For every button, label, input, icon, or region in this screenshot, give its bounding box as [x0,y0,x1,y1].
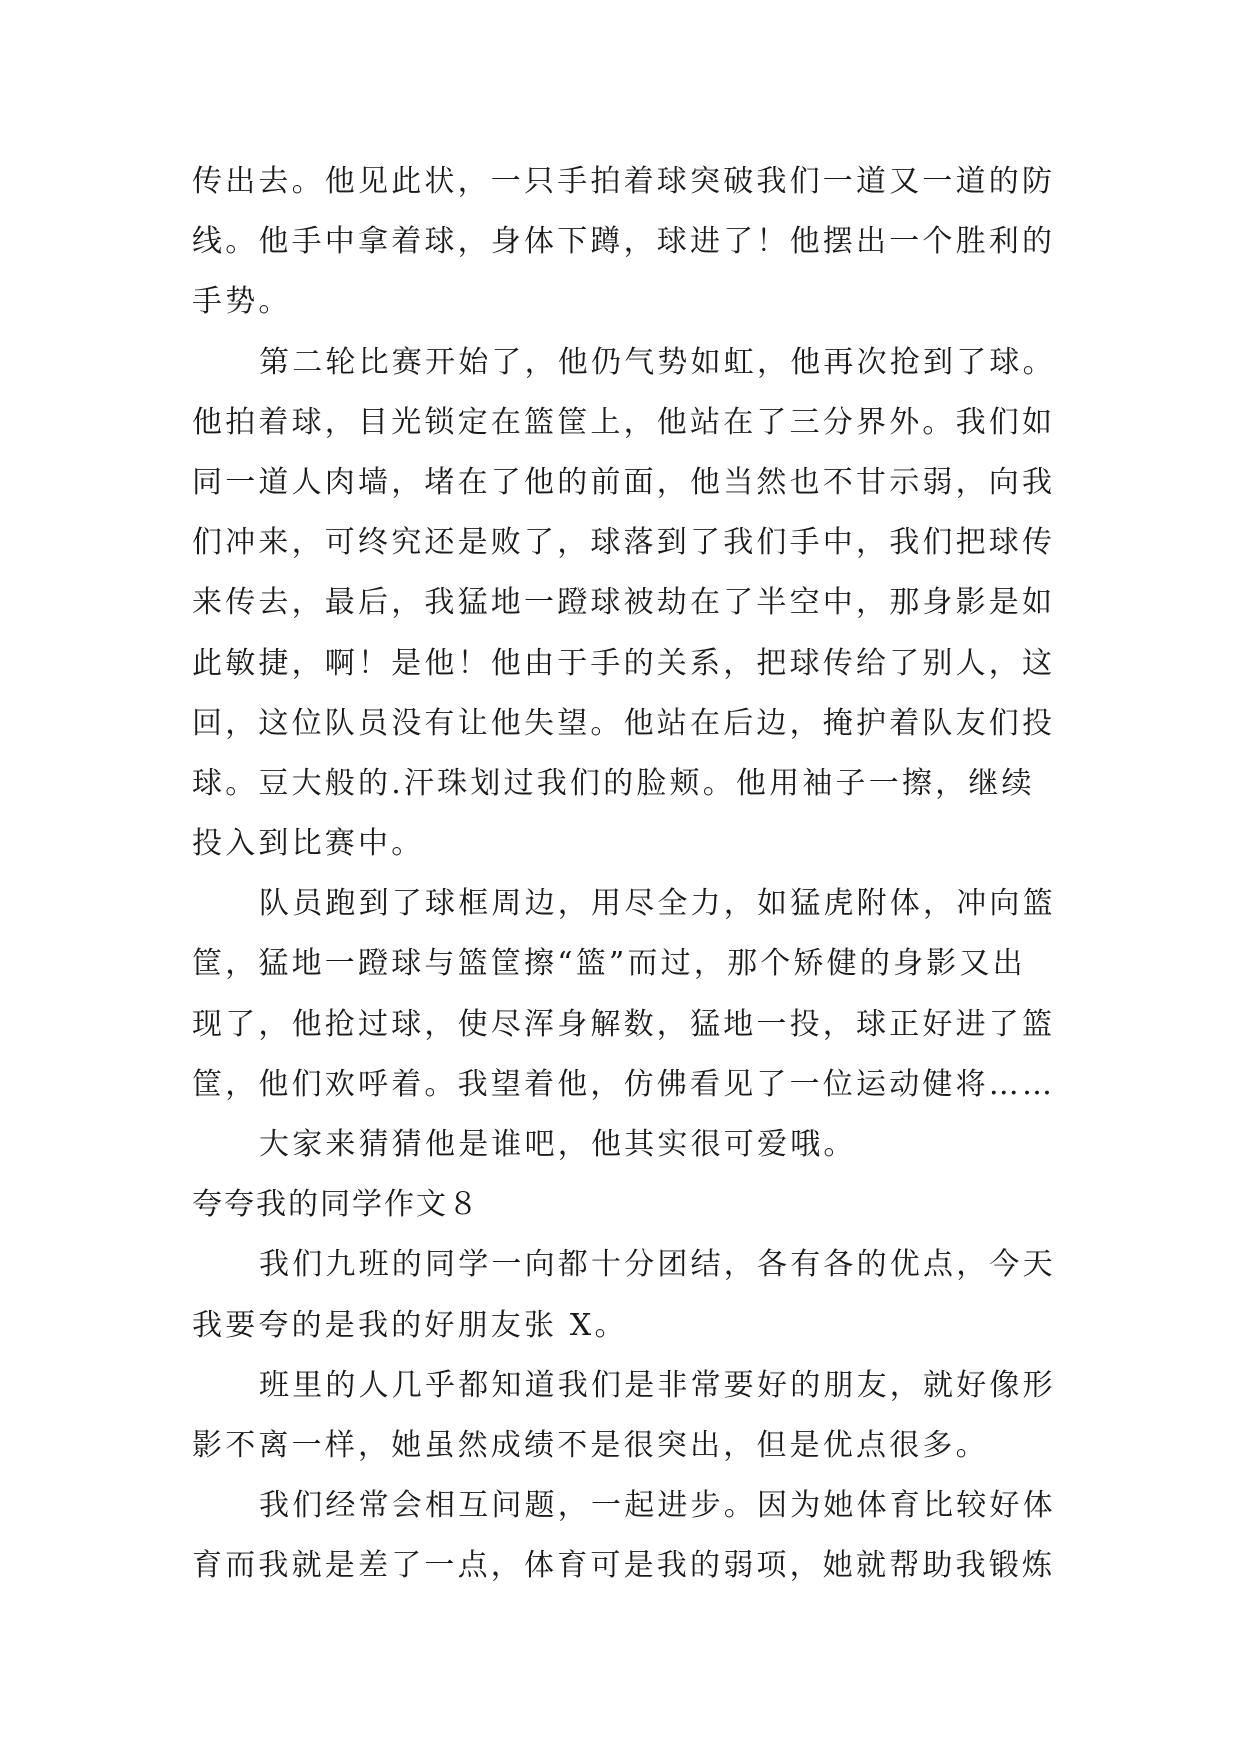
text-line: 筐，猛地一蹬球与篮筐擦“篮”而过，那个矫健的身影又出 [192,946,1026,982]
paragraph-first-line: 队员跑到了球框周边，用尽全力，如猛虎附体，冲向篮 [259,886,1056,922]
text-line: 们冲来，可终究还是败了，球落到了我们手中，我们把球传 [192,525,1056,561]
text-line: 同一道人肉墙，堵在了他的前面，他当然也不甘示弱，向我 [192,464,1056,500]
text-line: 球。豆大般的.汗珠划过我们的脸颊。他用袖子一擦，继续 [192,765,1035,801]
section-heading: 夸夸我的同学作文８ [192,1187,480,1223]
text-line: 回，这位队员没有让他失望。他站在后边，掩护着队友们投 [192,705,1056,741]
paragraph-first-line: 班里的人几乎都知道我们是非常要好的朋友，就好像形 [259,1367,1056,1403]
paragraph-first-line: 第二轮比赛开始了，他仍气势如虹，他再次抢到了球。 [259,344,1056,380]
text-line: 投入到比赛中。 [192,826,425,862]
paragraph-first-line: 大家来猜猜他是谁吧，他其实很可爱哦。 [259,1127,857,1162]
text-line: 现了，他抢过球，使尽浑身解数，猛地一投，球正好进了篮 [192,1006,1056,1042]
text-line: 我要夸的是我的好朋友张 X。 [192,1307,628,1343]
text-line: 他拍着球，目光锁定在篮筐上，他站在了三分界外。我们如 [192,404,1056,440]
text-line: 影不离一样，她虽然成绩不是很突出，但是优点很多。 [192,1427,989,1463]
text-line: 手势。 [192,284,292,320]
paragraph-first-line: 我们经常会相互问题，一起进步。因为她体育比较好体 [259,1488,1056,1524]
text-line: 传出去。他见此状，一只手拍着球突破我们一道又一道的防 [192,164,1056,199]
text-line: 筐，他们欢呼着。我望着他，仿佛看见了一位运动健将…… [192,1066,1056,1102]
essay-body [192,152,1072,1597]
text-line: 来传去，最后，我猛地一蹬球被劫在了半空中，那身影是如 [192,585,1056,621]
text-line: 此敏捷，啊！是他！他由于手的关系，把球传给了别人，这 [192,645,1056,681]
text-line: 育而我就是差了一点，体育可是我的弱项，她就帮助我锻炼 [192,1548,1056,1584]
text-line: 线。他手中拿着球，身体下蹲，球进了！他摆出一个胜利的 [192,224,1056,260]
paragraph-first-line: 我们九班的同学一向都十分团结，各有各的优点，今天 [259,1247,1056,1283]
